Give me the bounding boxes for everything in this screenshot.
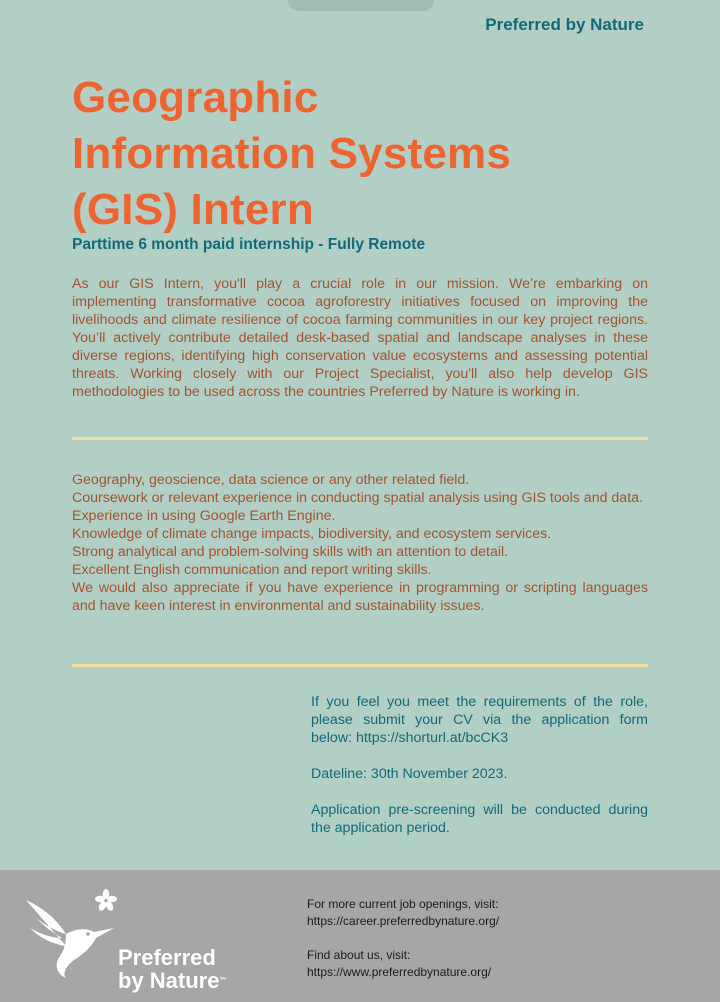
- logo-wordmark: [118, 946, 226, 992]
- requirements-list: [72, 471, 648, 615]
- title-line-2: Information Systems: [72, 129, 512, 178]
- preferred-by-nature-logo: [22, 888, 232, 993]
- footer: [0, 870, 720, 1002]
- about-link[interactable]: https://www.preferredbynature.org/: [307, 965, 492, 979]
- page-subtitle: Parttime 6 month paid internship - Fully Remote: [72, 236, 426, 253]
- requirement-item: Strong analytical and problem-solving skills with an attention to detail.: [72, 544, 509, 560]
- footer-links: [307, 896, 607, 998]
- requirement-item: Knowledge of climate change impacts, biodiversity, and ecosystem services.: [72, 526, 552, 542]
- header-brand: Preferred by Nature: [485, 15, 644, 34]
- requirement-item: Geography, geoscience, data science or any other related field.: [72, 472, 470, 488]
- section-divider: [72, 437, 648, 440]
- intro-paragraph: As our GIS Intern, you'll play a crucial role in our mission. We’re embarking on implementing transformative cocoa agroforestry initiatives focused on improving the livelihoods and climate resilience of cocoa farming communities in our key project regions. You’ll actively contribute detailed desk-based spatial and landscape analyses in these diverse regions, identifying high conservation value ecosystems and assessing potential threats. Working closely with our Project Specialist, you'll also help develop GIS methodologies to be used across the countries Preferred by Nature is working in.: [72, 276, 648, 400]
- apply-deadline: Dateline: 30th November 2023.: [311, 766, 508, 782]
- top-tab-decoration: [288, 0, 434, 11]
- section-divider: [72, 664, 648, 667]
- requirement-item: Excellent English communication and report writing skills.: [72, 562, 432, 578]
- logo-line-2: by Nature™: [118, 968, 227, 993]
- apply-screening: Application pre-screening will be conducted during the application period.: [311, 802, 648, 836]
- requirement-item: Experience in using Google Earth Engine.: [72, 508, 336, 524]
- apply-instructions: If you feel you meet the requirements of the role, please submit your CV via the application form below: https://shorturl.at/bcCK3: [311, 694, 648, 746]
- logo-line-1: Preferred: [118, 945, 216, 970]
- page-title: [72, 70, 672, 238]
- openings-label: For more current job openings, visit:: [307, 897, 499, 911]
- openings-link[interactable]: https://career.preferredbynature.org/: [307, 914, 500, 928]
- title-line-3: (GIS) Intern: [72, 185, 314, 234]
- about-label: Find about us, visit:: [307, 948, 411, 962]
- requirement-item: Coursework or relevant experience in conducting spatial analysis using GIS tools and data.: [72, 490, 643, 506]
- title-line-1: Geographic: [72, 73, 319, 122]
- application-info: [311, 693, 648, 855]
- requirement-item: We would also appreciate if you have experience in programming or scripting languages and have keen interest in environmental and sustainability issues.: [72, 580, 648, 614]
